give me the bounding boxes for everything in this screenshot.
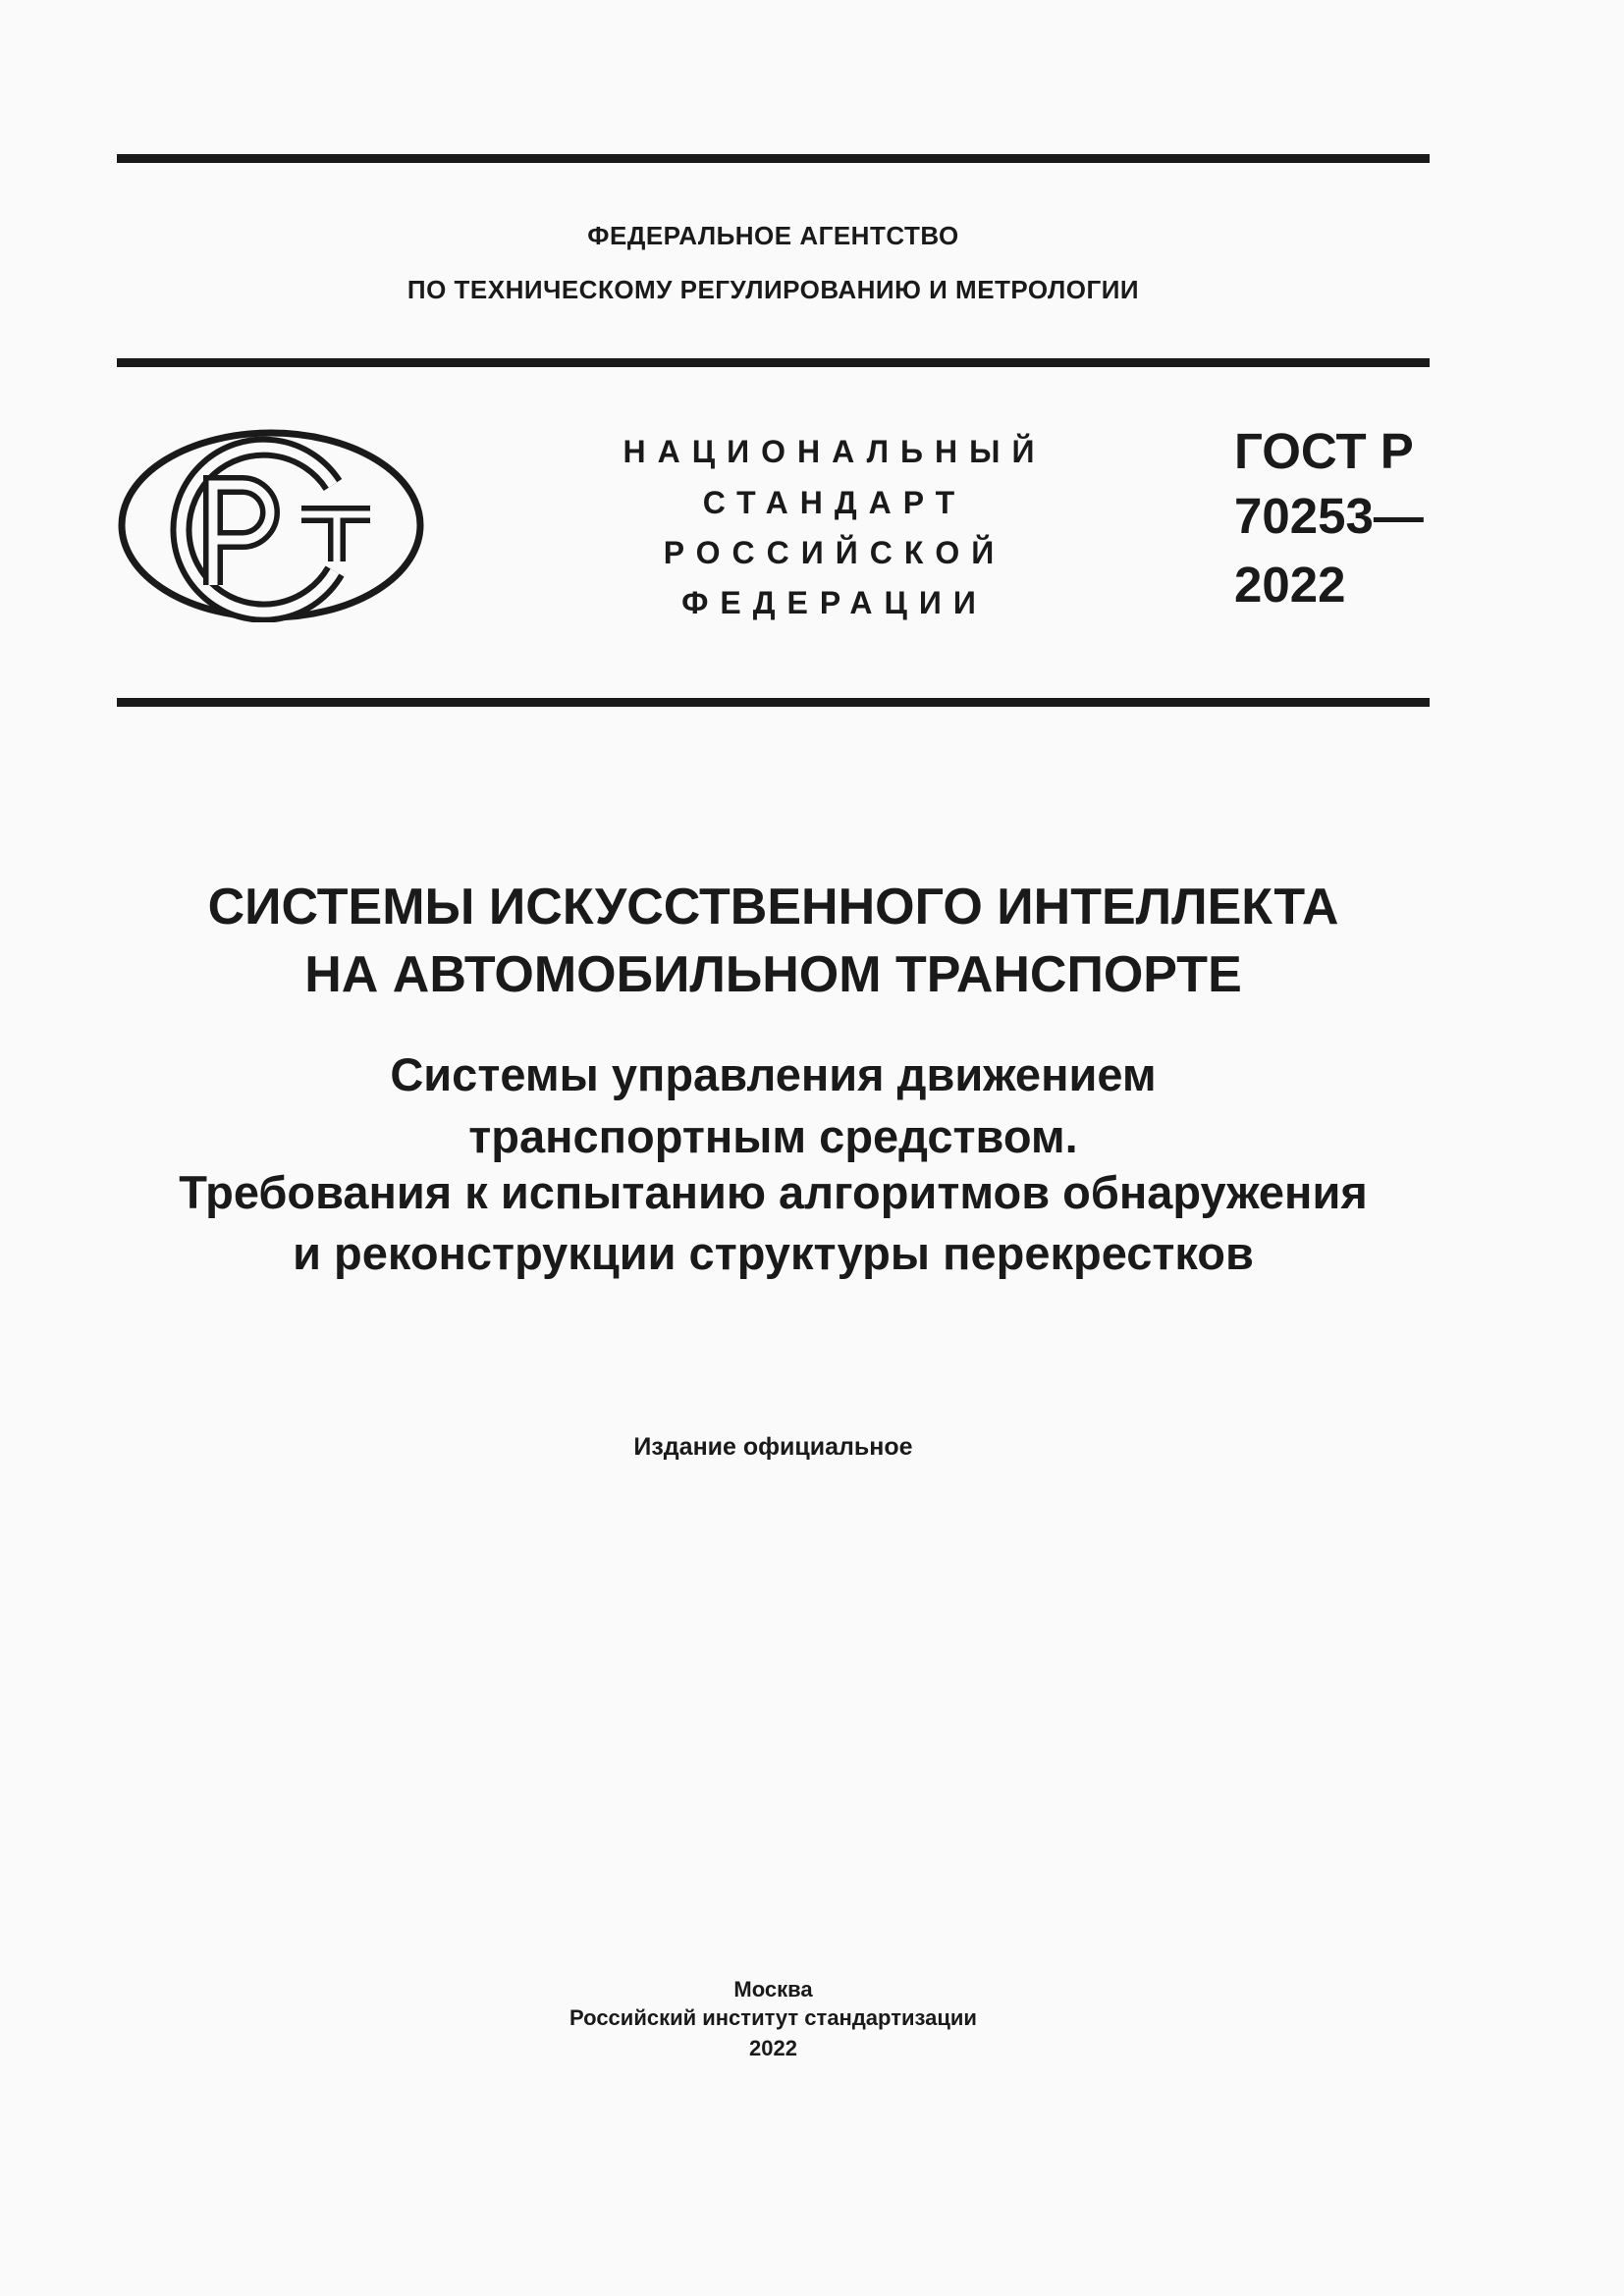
subtitle-line-3: Требования к испытанию алгоритмов обнаружения: [179, 1166, 1368, 1218]
top-rule: [117, 154, 1430, 163]
imprint-city: Москва: [733, 1977, 813, 2002]
gost-r-certification-mark-icon: [117, 428, 425, 622]
designation-line-2: 70253—: [1234, 488, 1424, 544]
middle-rule: [117, 358, 1430, 367]
imprint-year: 2022: [749, 2036, 797, 2060]
agency-line-1: ФЕДЕРАЛЬНОЕ АГЕНТСТВО: [587, 221, 959, 250]
imprint-publisher: Российский институт стандартизации: [569, 2005, 977, 2030]
standard-type-line-2: СТАНДАРТ: [702, 485, 967, 520]
subtitle-line-4: и реконструкции структуры перекрестков: [293, 1227, 1254, 1279]
bottom-rule: [117, 698, 1430, 707]
subtitle-line-2: транспортным средством.: [468, 1110, 1078, 1162]
standard-type-line-1: НАЦИОНАЛЬНЫЙ: [623, 434, 1047, 469]
title-line-2: НА АВТОМОБИЛЬНОМ ТРАНСПОРТЕ: [304, 946, 1242, 1003]
standard-type-line-3: РОССИЙСКОЙ: [663, 535, 1006, 570]
title-line-1: СИСТЕМЫ ИСКУССТВЕННОГО ИНТЕЛЛЕКТА: [207, 879, 1339, 935]
edition-label: Издание официальное: [633, 1433, 913, 1461]
standard-type-line-4: ФЕДЕРАЦИИ: [681, 585, 988, 620]
designation-line-1: ГОСТ Р: [1234, 423, 1414, 479]
designation-line-3: 2022: [1234, 557, 1346, 613]
subtitle-line-1: Системы управления движением: [390, 1048, 1157, 1100]
agency-line-2: ПО ТЕХНИЧЕСКОМУ РЕГУЛИРОВАНИЮ И МЕТРОЛОГИИ: [406, 275, 1140, 304]
